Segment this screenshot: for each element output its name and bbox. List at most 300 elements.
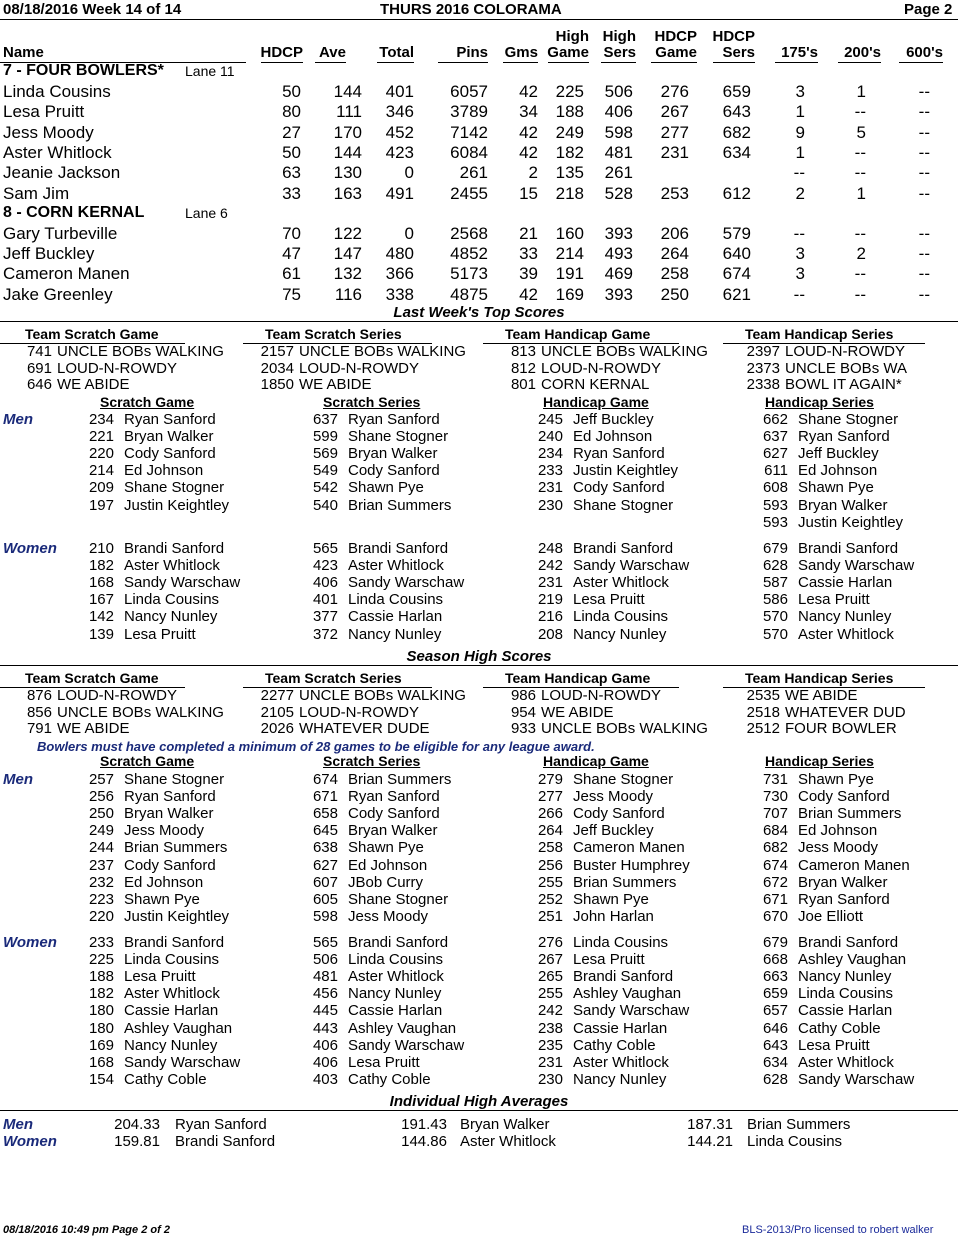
men-bowler: Ed Johnson <box>348 856 428 874</box>
men-score: 257 <box>88 771 114 788</box>
women-score: 570 <box>762 625 788 643</box>
men-bowler: Cody Sanford <box>124 856 216 874</box>
bowler-stat: 191 <box>555 264 584 284</box>
women-score: 230 <box>537 1070 563 1088</box>
women-score: 188 <box>88 968 114 986</box>
men-bowler: Ryan Sanford <box>798 890 890 908</box>
men-score: 234 <box>88 411 114 428</box>
avg-women-value: 144.21 <box>687 1133 733 1150</box>
bowler-stat: 338 <box>385 284 414 304</box>
men-score: 197 <box>88 496 114 514</box>
team-score: 2034 <box>260 359 294 377</box>
season-rule <box>0 665 958 666</box>
bowler-stat: 366 <box>385 264 414 284</box>
women-bowler: Brandi Sanford <box>573 968 674 986</box>
team-lane: Lane 6 <box>185 204 228 221</box>
men-bowler: Cody Sanford <box>573 805 665 823</box>
men-bowler: Shawn Pye <box>573 890 649 908</box>
col-rule <box>899 62 943 63</box>
women-bowler: Brandi Sanford <box>124 934 225 951</box>
women-bowler: Lesa Pruitt <box>573 951 645 969</box>
men-score: 598 <box>312 907 338 925</box>
averages-title: Individual High Averages <box>389 1093 569 1110</box>
footer-right: BLS-2013/Pro licensed to robert walker <box>742 1224 934 1236</box>
women-score: 646 <box>762 1019 788 1037</box>
col-rule <box>838 62 881 63</box>
women-bowler: Brandi Sanford <box>124 540 225 557</box>
women-score: 167 <box>88 591 114 609</box>
men-bowler: Cody Sanford <box>573 479 665 497</box>
team-category-heading: Team Handicap Series <box>745 670 894 686</box>
col-header-high-game-top: High <box>555 28 589 45</box>
men-bowler: Justin Keightley <box>124 496 230 514</box>
men-score: 731 <box>762 771 788 788</box>
footer-left: 08/18/2016 10:49 pm Page 2 of 2 <box>3 1224 170 1236</box>
women-score: 565 <box>312 540 338 557</box>
women-bowler: Sandy Warschaw <box>124 574 241 592</box>
bowler-stat: -- <box>854 102 866 122</box>
women-bowler: Cathy Coble <box>573 1036 656 1054</box>
women-score: 265 <box>537 968 563 986</box>
bowler-stat: 393 <box>604 284 633 304</box>
bowler-stat: 452 <box>385 122 414 142</box>
bowler-stat: 34 <box>519 102 538 122</box>
team-name: WHATEVER DUD <box>785 703 906 721</box>
team-score: 2518 <box>746 703 780 721</box>
men-bowler: Shawn Pye <box>124 890 200 908</box>
men-bowler: Shawn Pye <box>348 479 424 497</box>
bowler-stat: 2568 <box>450 223 488 243</box>
bowler-stat: 674 <box>722 264 751 284</box>
bowler-stat: 169 <box>555 284 584 304</box>
women-bowler: Linda Cousins <box>798 985 894 1003</box>
women-score: 565 <box>312 934 338 951</box>
bowler-stat: 261 <box>604 163 633 183</box>
men-bowler: Jeff Buckley <box>573 411 654 428</box>
women-bowler: Sandy Warschaw <box>573 1002 690 1020</box>
team-lane: Lane 11 <box>185 63 235 79</box>
team-name: LOUD-N-ROWDY <box>541 359 661 377</box>
col-rule <box>651 62 697 63</box>
team-score: 2512 <box>746 720 780 737</box>
women-score: 235 <box>537 1036 563 1054</box>
bowler-stat: -- <box>918 244 930 264</box>
women-score: 248 <box>537 540 563 557</box>
bowler-stat: 144 <box>333 142 362 162</box>
lastweek-rule <box>0 321 958 322</box>
men-score: 232 <box>88 873 114 891</box>
col-header-hdcp-sers-bottom: Sers <box>722 44 755 61</box>
men-score: 214 <box>88 462 114 480</box>
avg-women-bowler: Linda Cousins <box>747 1133 843 1150</box>
men-score: 250 <box>88 805 114 823</box>
team-name: LOUD-N-ROWDY <box>57 687 177 704</box>
women-bowler: Cassie Harlan <box>124 1002 219 1020</box>
bowler-stat: 135 <box>555 163 584 183</box>
bowler-stat: 469 <box>604 264 633 284</box>
bowler-stat: 42 <box>519 284 538 304</box>
bowler-stat: 659 <box>722 82 751 101</box>
women-bowler: Brandi Sanford <box>798 540 899 557</box>
team-title: 8 - CORN KERNAL <box>3 203 145 221</box>
col-rule <box>713 62 755 63</box>
women-score: 169 <box>88 1036 114 1054</box>
women-bowler: Cassie Harlan <box>798 1002 893 1020</box>
women-score: 481 <box>312 968 338 986</box>
men-bowler: Ed Johnson <box>573 428 653 446</box>
bowler-stat: 506 <box>604 82 633 101</box>
men-bowler: Bryan Walker <box>124 428 214 446</box>
women-bowler: Lesa Pruitt <box>798 1036 870 1054</box>
women-bowler: Linda Cousins <box>573 934 669 951</box>
women-score: 216 <box>537 608 563 626</box>
bowler-stat: 50 <box>282 82 301 101</box>
women-bowler: Brandi Sanford <box>348 540 449 557</box>
men-score: 599 <box>312 428 338 446</box>
bowler-name: Jeanie Jackson <box>3 163 121 183</box>
women-bowler: Aster Whitlock <box>573 574 669 592</box>
team-score: 791 <box>26 720 52 737</box>
col-header-hdcp-game-top: HDCP <box>654 28 697 45</box>
bowler-name: Sam Jim <box>3 183 70 203</box>
women-score: 679 <box>762 540 788 557</box>
team-score: 2157 <box>260 343 294 360</box>
women-score: 182 <box>88 557 114 575</box>
women-bowler: Aster Whitlock <box>798 625 894 643</box>
women-label: Women <box>3 934 57 951</box>
women-bowler: Ashley Vaughan <box>348 1019 457 1037</box>
men-bowler: Jeff Buckley <box>798 445 879 463</box>
bowler-stat: 2 <box>528 163 538 183</box>
men-score: 569 <box>312 445 338 463</box>
women-score: 634 <box>762 1053 788 1071</box>
bowler-stat: 249 <box>555 122 584 142</box>
men-bowler: Shane Stogner <box>798 411 899 428</box>
men-score: 674 <box>312 771 338 788</box>
bowler-stat: 144 <box>333 82 362 101</box>
col-rule <box>775 62 818 63</box>
bowler-stat: 491 <box>385 183 414 203</box>
team-name: WHATEVER DUDE <box>299 720 430 737</box>
col-header-high-game-bottom: Game <box>547 44 589 61</box>
bowler-stat: 406 <box>604 102 633 122</box>
men-bowler: Justin Keightley <box>124 907 230 925</box>
team-name: LOUD-N-ROWDY <box>785 343 905 360</box>
women-bowler: Lesa Pruitt <box>798 591 870 609</box>
bowler-stat: 1 <box>795 142 805 162</box>
women-bowler: Aster Whitlock <box>798 1053 894 1071</box>
men-score: 266 <box>537 805 563 823</box>
women-bowler: Sandy Warschaw <box>124 1053 241 1071</box>
bowler-stat: 33 <box>282 183 301 203</box>
bowler-name: Jake Greenley <box>3 284 113 304</box>
bowler-stat: 682 <box>722 122 751 142</box>
men-bowler: Brian Summers <box>348 496 452 514</box>
individual-category-heading: Handicap Series <box>765 394 874 410</box>
bowler-stat: 1 <box>795 102 805 122</box>
men-bowler: Cody Sanford <box>124 445 216 463</box>
team-score: 2105 <box>260 703 294 721</box>
men-bowler: Ryan Sanford <box>124 788 216 806</box>
bowler-stat: 80 <box>282 102 301 122</box>
men-bowler: Justin Keightley <box>798 513 904 531</box>
bowler-stat: 182 <box>555 142 584 162</box>
men-bowler: Bryan Walker <box>348 445 438 463</box>
bowler-stat: 267 <box>660 102 689 122</box>
bowler-stat: -- <box>918 142 930 162</box>
men-bowler: Cameron Manen <box>798 856 910 874</box>
men-score: 672 <box>762 873 788 891</box>
women-bowler: Linda Cousins <box>348 951 444 969</box>
women-score: 210 <box>88 540 114 557</box>
bowler-stat: 261 <box>459 163 488 183</box>
men-score: 540 <box>312 496 338 514</box>
team-category-heading: Team Scratch Game <box>25 326 159 342</box>
col-header-high-sers-bottom: Sers <box>603 44 636 61</box>
averages-rule <box>0 1110 958 1111</box>
men-score: 209 <box>88 479 114 497</box>
bowler-stat: -- <box>793 223 805 243</box>
team-name: UNCLE BOBs WALKING <box>541 343 708 360</box>
women-bowler: Linda Cousins <box>124 591 220 609</box>
team-name: UNCLE BOBs WA <box>785 359 907 377</box>
women-bowler: Lesa Pruitt <box>573 591 645 609</box>
men-bowler: Jeff Buckley <box>573 822 654 840</box>
bowler-stat: 206 <box>660 223 689 243</box>
bowler-stat: 346 <box>385 102 414 122</box>
individual-category-heading: Scratch Game <box>100 394 195 410</box>
men-score: 605 <box>312 890 338 908</box>
avg-women-value: 144.86 <box>401 1133 447 1150</box>
bowler-stat: 4852 <box>450 244 488 264</box>
women-score: 231 <box>537 1053 563 1071</box>
bowler-stat: 5 <box>856 122 866 142</box>
team-category-heading: Team Scratch Game <box>25 670 159 686</box>
men-score: 233 <box>537 462 563 480</box>
men-score: 251 <box>537 907 563 925</box>
bowler-stat: 27 <box>282 122 301 142</box>
bowler-stat: -- <box>918 163 930 183</box>
bowler-stat: 4875 <box>450 284 488 304</box>
men-bowler: Jess Moody <box>798 839 879 857</box>
women-bowler: Cassie Harlan <box>798 574 893 592</box>
men-bowler: Shane Stogner <box>124 479 225 497</box>
bowler-stat: 3 <box>795 244 805 264</box>
men-bowler: Brian Summers <box>798 805 902 823</box>
men-bowler: Ed Johnson <box>798 822 878 840</box>
women-bowler: Lesa Pruitt <box>124 625 196 643</box>
bowler-stat: -- <box>854 264 866 284</box>
women-bowler: Nancy Nunley <box>348 985 442 1003</box>
bowler-stat: 393 <box>604 223 633 243</box>
women-bowler: Aster Whitlock <box>348 557 444 575</box>
team-name: WE ABIDE <box>785 687 858 704</box>
women-score: 154 <box>88 1070 114 1088</box>
women-bowler: Aster Whitlock <box>124 985 220 1003</box>
women-bowler: Nancy Nunley <box>124 1036 218 1054</box>
avg-men-value: 204.33 <box>114 1116 160 1133</box>
bowler-stat: 9 <box>795 122 805 142</box>
men-bowler: Ryan Sanford <box>573 445 665 463</box>
team-score: 691 <box>26 359 52 377</box>
women-score: 182 <box>88 985 114 1003</box>
col-rule <box>315 62 346 63</box>
bowler-stat: -- <box>918 284 930 304</box>
men-bowler: Ed Johnson <box>124 873 204 891</box>
team-score: 986 <box>510 687 536 704</box>
bowler-stat: -- <box>854 142 866 162</box>
men-score: 730 <box>762 788 788 806</box>
women-score: 406 <box>312 1053 338 1071</box>
men-bowler: Bryan Walker <box>348 822 438 840</box>
men-bowler: Buster Humphrey <box>573 856 690 874</box>
bowler-stat: -- <box>918 183 930 203</box>
women-score: 225 <box>88 951 114 969</box>
team-name: UNCLE BOBs WALKING <box>57 343 224 360</box>
men-score: 223 <box>88 890 114 908</box>
bowler-stat: 612 <box>722 183 751 203</box>
bowler-stat: 39 <box>519 264 538 284</box>
bowler-stat: 277 <box>660 122 689 142</box>
women-score: 267 <box>537 951 563 969</box>
col-rule <box>548 62 589 63</box>
women-bowler: Ashley Vaughan <box>573 985 682 1003</box>
women-bowler: Nancy Nunley <box>798 608 892 626</box>
col-header-hdcp-sers-top: HDCP <box>712 28 755 45</box>
team-category-heading: Team Handicap Game <box>505 670 651 686</box>
women-score: 142 <box>88 608 114 626</box>
bowler-stat: 132 <box>333 264 362 284</box>
bowler-name: Aster Whitlock <box>3 142 112 162</box>
team-score: 876 <box>26 687 52 704</box>
bowler-stat: 253 <box>660 183 689 203</box>
individual-category-heading: Scratch Series <box>323 753 421 769</box>
bowler-stat: -- <box>854 284 866 304</box>
women-score: 168 <box>88 1053 114 1071</box>
women-score: 659 <box>762 985 788 1003</box>
men-bowler: Brian Summers <box>573 873 677 891</box>
page-number: Page 2 <box>904 1 953 18</box>
bowler-stat: 258 <box>660 264 689 284</box>
bowler-stat: 2 <box>856 244 866 264</box>
men-score: 244 <box>88 839 114 857</box>
women-score: 423 <box>312 557 338 575</box>
bowler-stat: 75 <box>282 284 301 304</box>
team-score: 2535 <box>746 687 780 704</box>
bowler-stat: 225 <box>555 82 584 101</box>
bowler-stat: -- <box>918 264 930 284</box>
women-score: 403 <box>312 1070 338 1088</box>
men-score: 608 <box>762 479 788 497</box>
women-bowler: Nancy Nunley <box>573 1070 667 1088</box>
team-score: 1850 <box>260 376 294 393</box>
women-score: 255 <box>537 985 563 1003</box>
avg-men-value: 187.31 <box>687 1116 733 1133</box>
col-header-200-s: 200's <box>844 44 881 61</box>
team-name: BOWL IT AGAIN* <box>785 376 902 393</box>
team-name: WE ABIDE <box>299 376 372 393</box>
bowler-stat: 6084 <box>450 142 488 162</box>
bowler-stat: 231 <box>660 142 689 162</box>
bowler-stat: 170 <box>333 122 362 142</box>
men-bowler: Jess Moody <box>573 788 654 806</box>
women-score: 570 <box>762 608 788 626</box>
men-score: 279 <box>537 771 563 788</box>
women-score: 372 <box>312 625 338 643</box>
women-score: 231 <box>537 574 563 592</box>
col-header-600-s: 600's <box>906 44 943 61</box>
women-score: 456 <box>312 985 338 1003</box>
bowler-stat: 5173 <box>450 264 488 284</box>
bowler-name: Jeff Buckley <box>3 244 95 264</box>
bowler-stat: 598 <box>604 122 633 142</box>
women-bowler: Brandi Sanford <box>573 540 674 557</box>
women-bowler: Brandi Sanford <box>798 934 899 951</box>
col-rule <box>438 62 488 63</box>
men-bowler: Brian Summers <box>348 771 452 788</box>
bowler-stat: 122 <box>333 223 362 243</box>
league-title: THURS 2016 COLORAMA <box>380 1 562 18</box>
men-score: 638 <box>312 839 338 857</box>
men-score: 674 <box>762 856 788 874</box>
men-score: 684 <box>762 822 788 840</box>
men-score: 245 <box>537 411 563 428</box>
bowler-stat: 160 <box>555 223 584 243</box>
men-score: 645 <box>312 822 338 840</box>
col-header-hdcp: HDCP <box>260 44 303 61</box>
men-bowler: Jess Moody <box>124 822 205 840</box>
women-bowler: Lesa Pruitt <box>124 968 196 986</box>
men-score: 264 <box>537 822 563 840</box>
men-label: Men <box>3 771 33 788</box>
men-bowler: Bryan Walker <box>798 496 888 514</box>
bowler-stat: 643 <box>722 102 751 122</box>
women-score: 401 <box>312 591 338 609</box>
avg-women-bowler: Brandi Sanford <box>175 1133 276 1150</box>
men-score: 237 <box>88 856 114 874</box>
team-name: UNCLE BOBs WALKING <box>57 703 224 721</box>
women-score: 208 <box>537 625 563 643</box>
men-score: 220 <box>88 907 114 925</box>
men-score: 662 <box>762 411 788 428</box>
women-bowler: Nancy Nunley <box>348 625 442 643</box>
team-score: 2026 <box>260 720 294 737</box>
bowler-stat: 214 <box>555 244 584 264</box>
men-score: 671 <box>312 788 338 806</box>
bowler-stat: 423 <box>385 142 414 162</box>
bowler-stat: 579 <box>722 223 751 243</box>
bowler-stat: 2 <box>795 183 805 203</box>
men-bowler: Brian Summers <box>124 839 228 857</box>
women-score: 445 <box>312 1002 338 1020</box>
eligibility-note: Bowlers must have completed a minimum of 28 games to be eligible for any league award. <box>37 739 595 754</box>
men-bowler: Jess Moody <box>348 907 429 925</box>
men-score: 249 <box>88 822 114 840</box>
bowler-stat: 188 <box>555 102 584 122</box>
women-bowler: Sandy Warschaw <box>573 557 690 575</box>
team-score: 954 <box>510 703 536 721</box>
men-score: 637 <box>312 411 338 428</box>
women-bowler: Sandy Warschaw <box>798 557 915 575</box>
bowler-stat: 2455 <box>450 183 488 203</box>
bowler-stat: 621 <box>722 284 751 304</box>
bowler-stat: 147 <box>333 244 362 264</box>
bowler-stat: 493 <box>604 244 633 264</box>
men-score: 220 <box>88 445 114 463</box>
avg-men-label: Men <box>3 1116 33 1133</box>
team-score: 813 <box>510 343 536 360</box>
women-score: 242 <box>537 557 563 575</box>
